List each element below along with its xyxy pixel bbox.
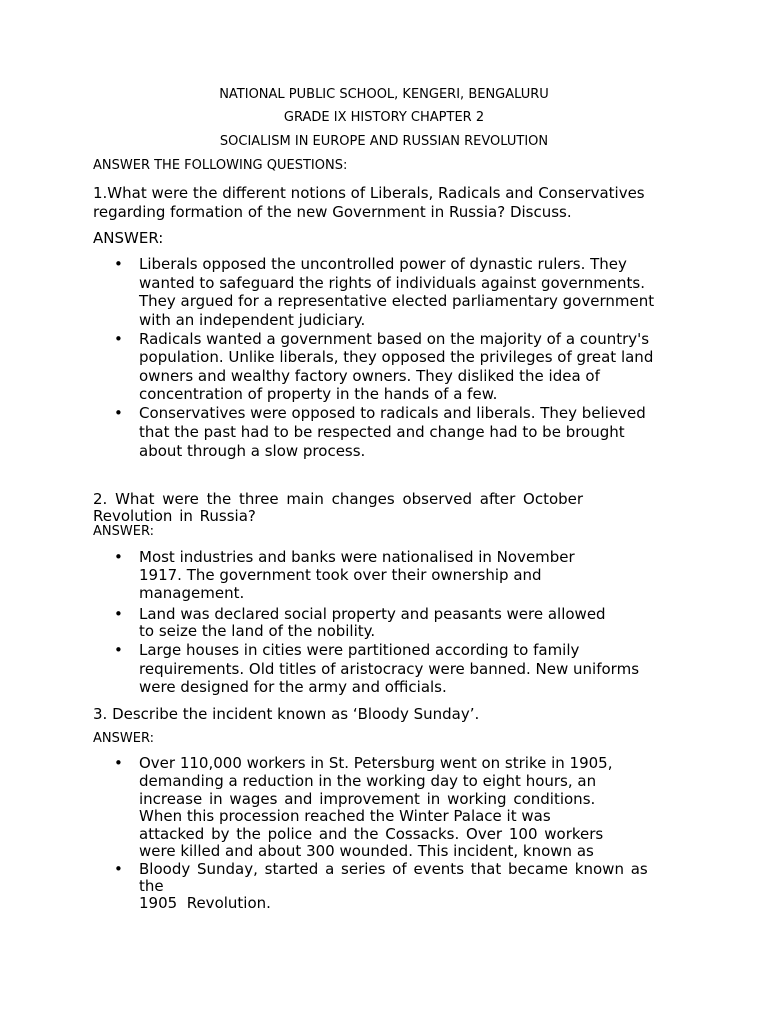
q1-bullet-3-line-1: Conservatives were opposed to radicals and liberals. They believed	[139, 404, 646, 422]
q1-bullet-2-line-2: population. Unlike liberals, they opposed the privileges of great land	[139, 348, 654, 366]
q3-bullet-1-line-5: attacked by the police and the Cossacks. Over 100 workers	[139, 825, 604, 843]
q2-bullet-1-line-3: management.	[139, 584, 245, 602]
q2-bullet-1-line-1: Most industries and banks were nationalised in November	[139, 548, 575, 566]
q1-bullet-2-line-4: concentration of property in the hands of a few.	[139, 385, 498, 403]
q2-bullet-2-line-2: to seize the land of the nobility.	[139, 622, 376, 640]
q3-bullet-2-line-3: 1905 Revolution.	[139, 894, 271, 912]
q3-bullet-1-line-4: When this procession reached the Winter Palace it was	[139, 807, 551, 825]
instruction: ANSWER THE FOLLOWING QUESTIONS:	[93, 158, 348, 173]
question-2-line-2: Revolution in Russia?	[93, 507, 256, 525]
question-1-line-1: 1.What were the different notions of Liberals, Radicals and Conservatives	[93, 184, 645, 202]
q3-bullet-1-line-3: increase in wages and improvement in working conditions.	[139, 790, 596, 808]
question-3-line-1: 3. Describe the incident known as ‘Bloody Sunday’.	[93, 705, 480, 723]
q1-bullet-1-line-4: with an independent judiciary.	[139, 311, 366, 329]
bullet-icon: •	[114, 330, 123, 348]
q3-bullet-2-line-1: Bloody Sunday, started a series of events that became known as	[139, 860, 648, 878]
q3-bullet-1-line-1: Over 110,000 workers in St. Petersburg went on strike in 1905,	[139, 754, 613, 772]
chapter-title: SOCIALISM IN EUROPE AND RUSSIAN REVOLUTION	[219, 134, 549, 149]
bullet-icon: •	[114, 641, 123, 659]
grade-chapter: GRADE IX HISTORY CHAPTER 2	[283, 110, 485, 125]
answer-label-3: ANSWER:	[93, 731, 154, 746]
bullet-icon: •	[114, 605, 123, 623]
answer-label-2: ANSWER:	[93, 524, 154, 539]
bullet-icon: •	[114, 860, 123, 878]
question-1-line-2: regarding formation of the new Government in Russia? Discuss.	[93, 203, 572, 221]
bullet-icon: •	[114, 255, 123, 273]
q2-bullet-3-line-3: were designed for the army and officials.	[139, 678, 447, 696]
q1-bullet-1-line-2: wanted to safeguard the rights of individuals against governments.	[139, 274, 646, 292]
q1-bullet-3-line-2: that the past had to be respected and change had to be brought	[139, 423, 625, 441]
school-name: NATIONAL PUBLIC SCHOOL, KENGERI, BENGALURU	[219, 87, 549, 102]
q2-bullet-3-line-2: requirements. Old titles of aristocracy were banned. New uniforms	[139, 660, 640, 678]
q3-bullet-1-line-2: demanding a reduction in the working day to eight hours, an	[139, 772, 597, 790]
q2-bullet-1-line-2: 1917. The government took over their ownership and	[139, 566, 542, 584]
answer-label-1: ANSWER:	[93, 229, 164, 247]
question-2-line-1: 2. What were the three main changes observed after October	[93, 490, 584, 508]
bullet-icon: •	[114, 404, 123, 422]
q1-bullet-2-line-3: owners and wealthy factory owners. They disliked the idea of	[139, 367, 600, 385]
q2-bullet-2-line-1: Land was declared social property and peasants were allowed	[139, 605, 606, 623]
q1-bullet-1-line-1: Liberals opposed the uncontrolled power of dynastic rulers. They	[139, 255, 627, 273]
q1-bullet-1-line-3: They argued for a representative elected parliamentary government	[139, 292, 655, 310]
q1-bullet-3-line-3: about through a slow process.	[139, 442, 366, 460]
q2-bullet-3-line-1: Large houses in cities were partitioned according to family	[139, 641, 580, 659]
q3-bullet-1-line-6: were killed and about 300 wounded. This incident, known as	[139, 842, 594, 860]
q3-bullet-2-line-2: the	[139, 877, 164, 895]
bullet-icon: •	[114, 548, 123, 566]
bullet-icon: •	[114, 754, 123, 772]
q1-bullet-2-line-1: Radicals wanted a government based on the majority of a country's	[139, 330, 650, 348]
